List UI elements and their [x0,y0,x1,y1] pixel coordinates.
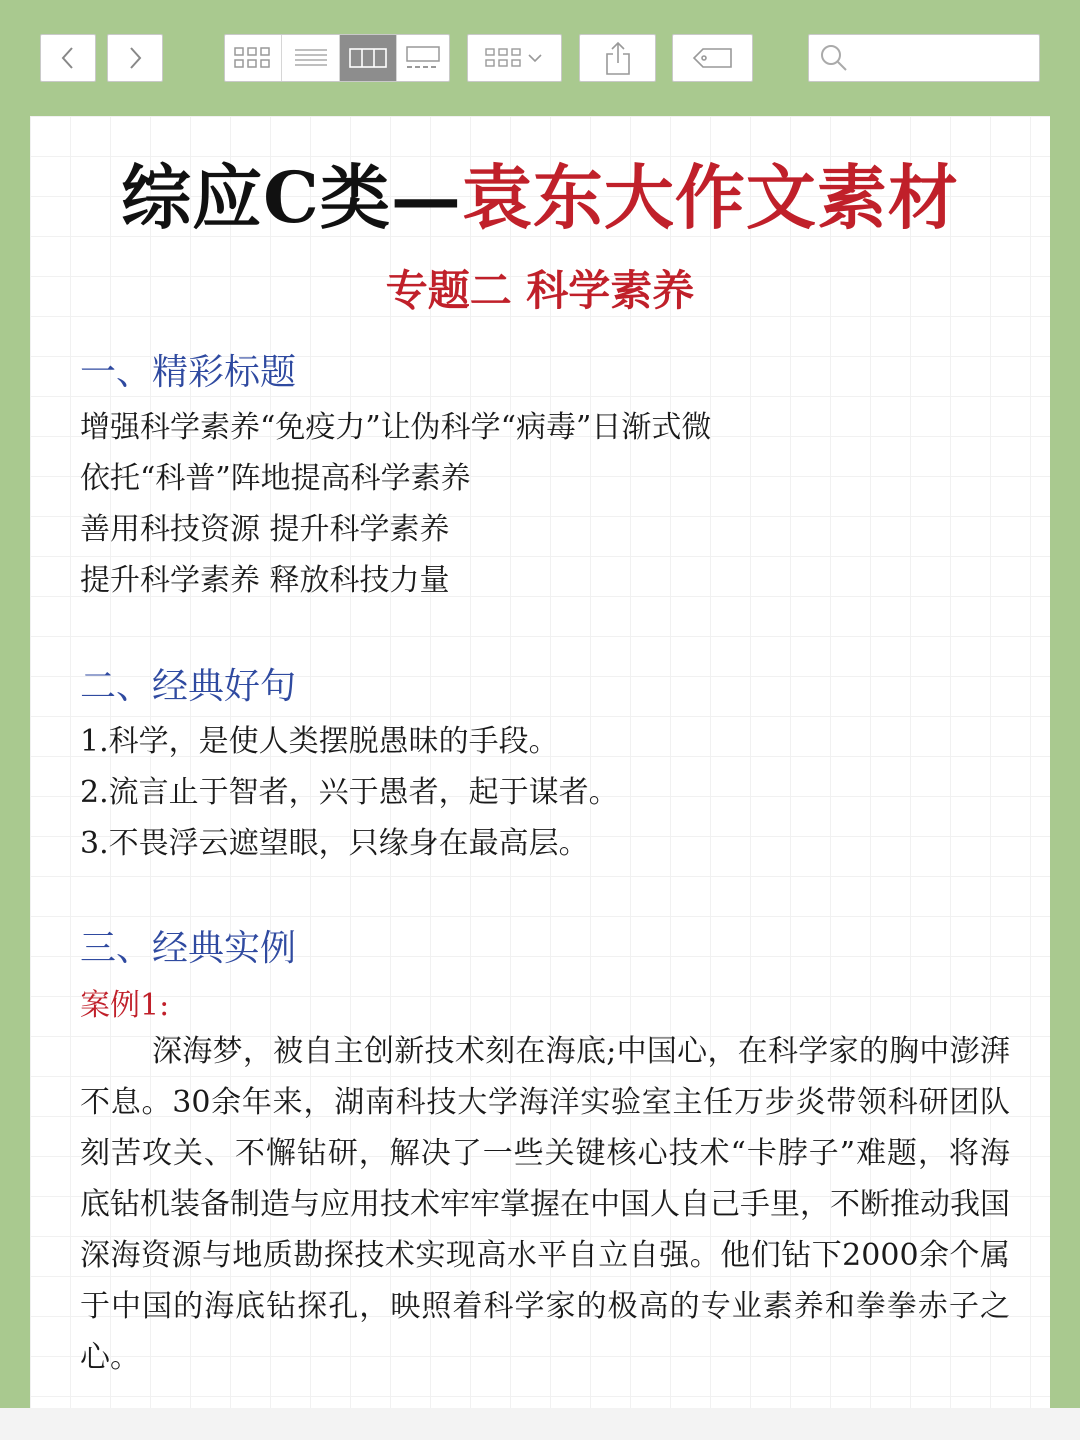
forward-button[interactable] [107,34,163,82]
group-menu-button[interactable] [467,34,562,82]
back-button[interactable] [40,34,96,82]
section-heading-quotes: 二、经典好句 [80,666,297,707]
chevron-right-icon [125,44,145,72]
chevron-left-icon [58,44,78,72]
gallery-view-icon [404,45,442,71]
grid-view-icon [233,45,273,71]
search-icon [819,43,849,73]
grid-view-button[interactable] [225,35,282,81]
document-title [0,142,1080,243]
column-view-button[interactable] [340,35,397,81]
title-line: 提升科学素养 释放科技力量 [80,563,450,598]
toolbar [0,0,1080,116]
document-subtitle: 专题二 科学素养 [385,266,695,315]
list-view-button[interactable] [282,35,339,81]
quote-line: 1.科学，是使人类摆脱愚昧的手段。 [80,724,559,759]
chevron-down-icon [524,45,546,71]
title-black-part: 综应C类— [121,156,462,239]
section-heading-examples: 三、经典实例 [80,928,297,969]
search-field[interactable] [808,34,1040,82]
tag-icon [691,45,735,71]
title-red-part: 袁东大作文素材 [461,156,959,239]
title-line: 增强科学素养“免疫力”让伪科学“病毒”日渐式微 [80,410,712,445]
case-paragraph: 深海梦，被自主创新技术刻在海底;中国心，在科学家的胸中澎湃不息。30余年来，湖南科技大学海洋实验室主任万步炎带领科研团队刻苦攻关、不懈钻研，解决了一些关键核心技术“卡脖子”难题，将海底钻机装备制造与应用技术牢牢掌握在中国人自己手里，不断推动我国深海资源与地质勘探技术实现高水平自立自强。他们钻下2000余个属于中国的海底钻探孔，映照着科学家的极高的专业素养和拳拳赤子之心。 [80,1034,1010,1375]
list-view-icon [293,45,329,71]
share-button[interactable] [579,34,656,82]
tag-button[interactable] [672,34,753,82]
quote-line: 3.不畏浮云遮望眼，只缘身在最高层。 [80,826,589,861]
view-mode-group [224,34,450,82]
case-label: 案例1: [80,988,170,1023]
column-view-icon [348,45,388,71]
share-icon [603,40,633,76]
quote-line: 2.流言止于智者，兴于愚者，起于谋者。 [80,775,619,810]
gallery-view-button[interactable] [397,35,449,81]
title-line: 依托“科普”阵地提高科学素养 [80,461,471,496]
group-grid-icon [484,45,524,71]
section-heading-titles: 一、精彩标题 [80,352,297,393]
title-line: 善用科技资源 提升科学素养 [80,512,450,547]
bottom-strip [0,1408,1080,1440]
